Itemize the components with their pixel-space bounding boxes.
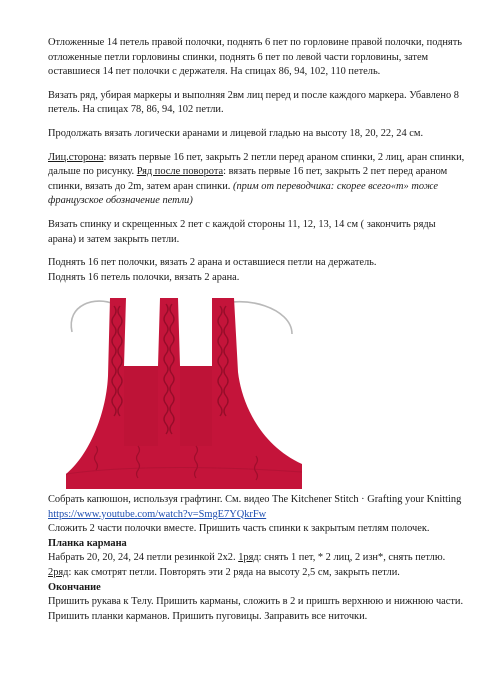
pocket-row-1: 1ряд [238,552,259,564]
video-link[interactable]: https://www.youtube.com/watch?v=SmgE7YQkrFw [48,508,267,520]
pocket-row-2: 2ряд [48,566,69,578]
label-right-side: Лиц.сторона [48,151,104,163]
rows-text-2: : вязать первые 16 пет, закрыть 2 пет перед араном спинки, вязать до 2m, затем аран спинки. [48,166,448,192]
pocket-text-1: Набрать 20, 20, 24, 24 петли резинкой 2х2. [48,552,239,564]
paragraph-front-2: Поднять 16 петель полочки, вязать 2 арана. [48,271,240,283]
rows-text-1: : вязать первые 16 пет, закрыть 2 петли перед араном спинки, 2 лиц, аран спинки, дальше по рисунку. [48,151,465,178]
paragraph-pocket [48,551,466,580]
paragraph-finish: Пришить рукава к Телу. Пришить карманы, сложить в 2 и пришть верхнюю и нижнюю части. Пришить планки карманов. Пришить пуговицы. Заправить все ниточки. [48,596,464,622]
document-page [48,36,466,285]
paragraph-decrease: Вязать ряд, убирая маркеры и выполняя 2вм лиц перед и после каждого маркера. Убавлено 8 петель. На спицах 78, 86, 94, 102 петли. [48,89,459,116]
heading-finish: Окончание [48,581,101,593]
pocket-text-2: : снять 1 пет, * 2 лиц, 2 изн*, снять петлю. [258,552,446,564]
knitting-photo-svg [66,296,302,489]
paragraph-front-group [48,256,466,285]
paragraph-join: Сложить 2 части полочки вместе. Пришить часть спинки к закрытым петлям полочек. [48,523,430,535]
paragraph-back: Вязать спинку и скрещенных 2 пет с каждой стороны 11, 12, 13, 14 см ( закончить ряды арана) и затем закрыть петли. [48,218,436,245]
pocket-text-3: : как смотрят петли. Повторять эти 2 ряда на высоту 2,5 см, закрыть петли. [68,566,400,578]
heading-pocket: Планка кармана [48,537,127,549]
paragraph-neckline: Отложенные 14 петель правой полочки, поднять 6 пет по горловине правой полочки, поднять отложенные петли горловины спинки, поднять 6 пет по левой части горловины, затем оставшиеся 14 пет полочки с держателя. На спицах 86, 94, 102, 110 петель. [48,37,462,78]
paragraph-hood [48,493,466,522]
paragraph-continue: Продолжать вязать логически аранами и лицевой гладью на высоту 18, 20, 22, 24 см. [48,127,424,139]
paragraph-rows [48,151,466,209]
knitting-photo [66,296,302,489]
translator-note: (прим от переводчика: скорее всего«m» тоже французское обозначение петли) [48,180,438,207]
assembly-block [48,493,466,624]
label-wrong-side: Ряд после поворота [136,166,224,178]
paragraph-front-1: Поднять 16 пет полочки, вязать 2 арана и оставшиеся петли на держатель. [48,257,377,269]
bottom-section [48,493,466,624]
hood-text: Собрать капюшон, используя графтинг. См. видео The Kitchener Stitch · Grafting your Knitting [48,494,462,505]
